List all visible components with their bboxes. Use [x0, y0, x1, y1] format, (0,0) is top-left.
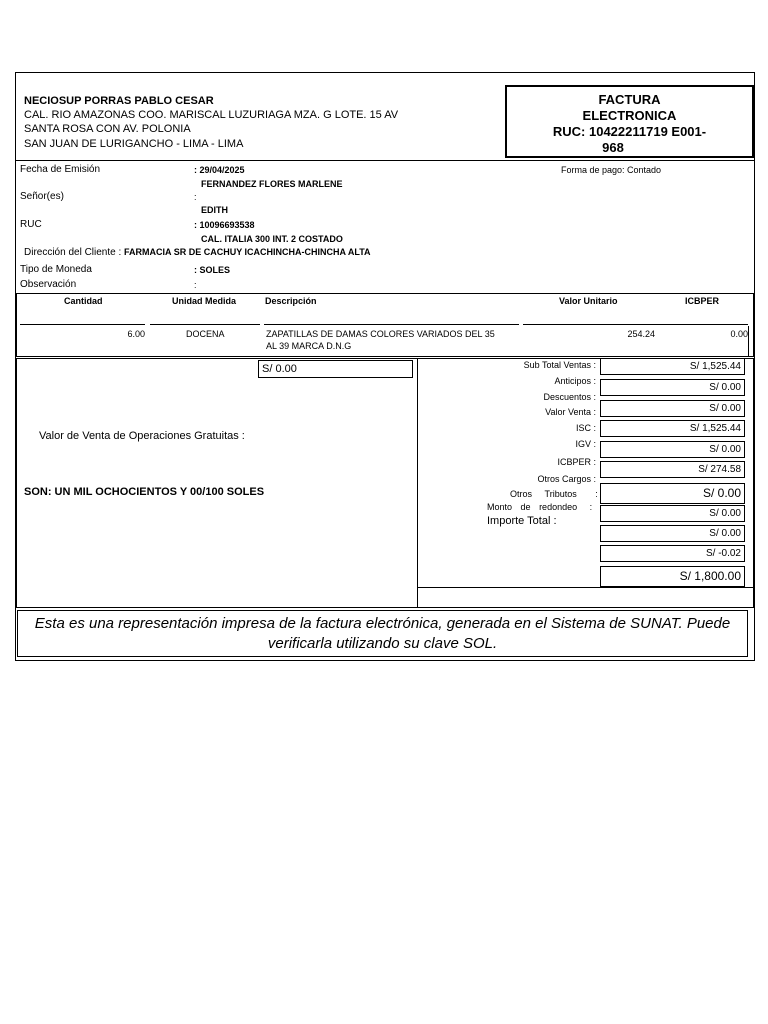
- footer-line-2: verificarla utilizando su clave SOL.: [267, 635, 498, 652]
- value-anticipos: S/ 0.00: [600, 379, 745, 396]
- table-right-border: [748, 326, 749, 356]
- gratuitas-amount-box: [258, 360, 413, 378]
- col-header-cantidad: Cantidad: [64, 296, 103, 306]
- footer-line-1: Esta es una representación impresa de la factura electrónica, generada en el Sistema de SUNAT. Puede: [34, 615, 731, 632]
- otros-tributos-colon: :: [595, 489, 598, 499]
- value-descuentos: S/ 0.00: [600, 400, 745, 417]
- label-isc: ISC :: [575, 423, 596, 433]
- label-anticipos: Anticipos :: [554, 376, 596, 386]
- direccion-label: [24, 248, 371, 258]
- col-header-icbper: ICBPER: [685, 296, 720, 306]
- client-name-1: FERNANDEZ FLORES MARLENE: [201, 179, 343, 189]
- fecha-value: : 29/04/2025: [194, 165, 245, 175]
- row-icbper: 0.00: [730, 330, 748, 339]
- moneda-label: Tipo de Moneda: [20, 264, 92, 275]
- ruc-value: : 10096693538: [194, 220, 255, 230]
- issuer-address-1: CAL. RIO AMAZONAS COO. MARISCAL LUZURIAGA MZA. G LOTE. 15 AV: [24, 109, 399, 121]
- label-monto-redondeo: [487, 503, 592, 512]
- issuer-name: NECIOSUP PORRAS PABLO CESAR: [24, 95, 214, 107]
- table-header-line-3: [264, 324, 519, 325]
- otros-tributos-word-2: Tributos: [544, 489, 577, 499]
- monto-colon: :: [589, 502, 593, 512]
- label-valor-venta: Valor Venta :: [545, 407, 596, 417]
- monto-word-2: de: [520, 502, 531, 512]
- value-valor-venta: S/ 1,525.44: [600, 420, 745, 437]
- direccion-label-text: Dirección del Cliente :: [24, 247, 125, 258]
- table-header-line-4: [523, 324, 748, 325]
- col-header-descripcion: Descripción: [265, 296, 317, 306]
- forma-pago: Forma de pago: Contado: [561, 165, 662, 175]
- value-subtotal: S/ 1,525.44: [600, 358, 745, 375]
- label-igv: IGV :: [575, 439, 596, 449]
- otros-tributos-word-1: Otros: [510, 489, 533, 499]
- issuer-address-3: SAN JUAN DE LURIGANCHO - LIMA - LIMA: [24, 138, 244, 150]
- value-monto-redondeo: S/ -0.02: [600, 545, 745, 562]
- value-otros-tributos: S/ 0.00: [600, 525, 745, 542]
- row-descripcion-2: AL 39 MARCA D.N.G: [266, 341, 352, 351]
- header-divider: [15, 160, 755, 161]
- doc-number-line: 968: [602, 140, 624, 155]
- value-otros-cargos: S/ 0.00: [600, 505, 745, 522]
- gratuitas-label: Valor de Venta de Operaciones Gratuitas :: [39, 430, 245, 442]
- value-isc: S/ 0.00: [600, 441, 745, 458]
- label-otros-tributos: [510, 490, 598, 499]
- monto-word-3: redondeo: [539, 502, 578, 512]
- senor-colon: :: [194, 192, 197, 202]
- row-valor-unitario: 254.24: [627, 329, 655, 339]
- doc-ruc-line: RUC: 10422211719 E001-: [552, 124, 707, 139]
- summary-right-bottom-line: [417, 587, 753, 588]
- table-header-line-1: [20, 324, 145, 325]
- moneda-value: : SOLES: [194, 265, 231, 275]
- label-subtotal: Sub Total Ventas :: [523, 360, 596, 370]
- items-table: [16, 293, 754, 357]
- gratuitas-amount: S/ 0.00: [262, 363, 297, 375]
- issuer-address-2: SANTA ROSA CON AV. POLONIA: [24, 123, 191, 135]
- value-igv: S/ 274.58: [600, 461, 745, 478]
- monto-word-1: Monto: [487, 502, 513, 512]
- row-unidad: DOCENA: [186, 329, 225, 339]
- fecha-label: Fecha de Emisión: [20, 164, 101, 175]
- label-icbper: ICBPER :: [557, 457, 596, 467]
- amount-in-words: SON: UN MIL OCHOCIENTOS Y 00/100 SOLES: [24, 486, 265, 498]
- label-otros-cargos: Otros Cargos :: [537, 474, 596, 484]
- document-type-box: [505, 85, 754, 158]
- table-header-line-2: [150, 324, 260, 325]
- ruc-label: RUC: [20, 219, 42, 230]
- col-header-valor-unitario: Valor Unitario: [559, 296, 618, 306]
- label-importe-total: Importe Total :: [487, 515, 557, 527]
- observacion-label: Observación: [20, 279, 77, 290]
- doc-type-line1: FACTURA: [598, 92, 661, 107]
- col-header-unidad: Unidad Medida: [172, 296, 237, 306]
- footer-box: [17, 610, 748, 657]
- value-importe-total: S/ 1,800.00: [600, 566, 745, 587]
- senor-label: Señor(es): [20, 191, 64, 202]
- doc-type-line2: ELECTRONICA: [582, 108, 677, 123]
- label-descuentos: Descuentos :: [543, 392, 596, 402]
- row-descripcion-1: ZAPATILLAS DE DAMAS COLORES VARIADOS DEL 35: [266, 329, 495, 339]
- client-address-1: CAL. ITALIA 300 INT. 2 COSTADO: [201, 234, 343, 244]
- observacion-value: :: [194, 280, 197, 290]
- row-cantidad: 6.00: [127, 329, 145, 339]
- client-name-2: EDITH: [201, 205, 228, 215]
- summary-divider: [417, 358, 418, 608]
- direccion-value: FARMACIA SR DE CACHUY ICACHINCHA-CHINCHA ALTA: [124, 247, 371, 257]
- value-icbper: S/ 0.00: [600, 483, 745, 504]
